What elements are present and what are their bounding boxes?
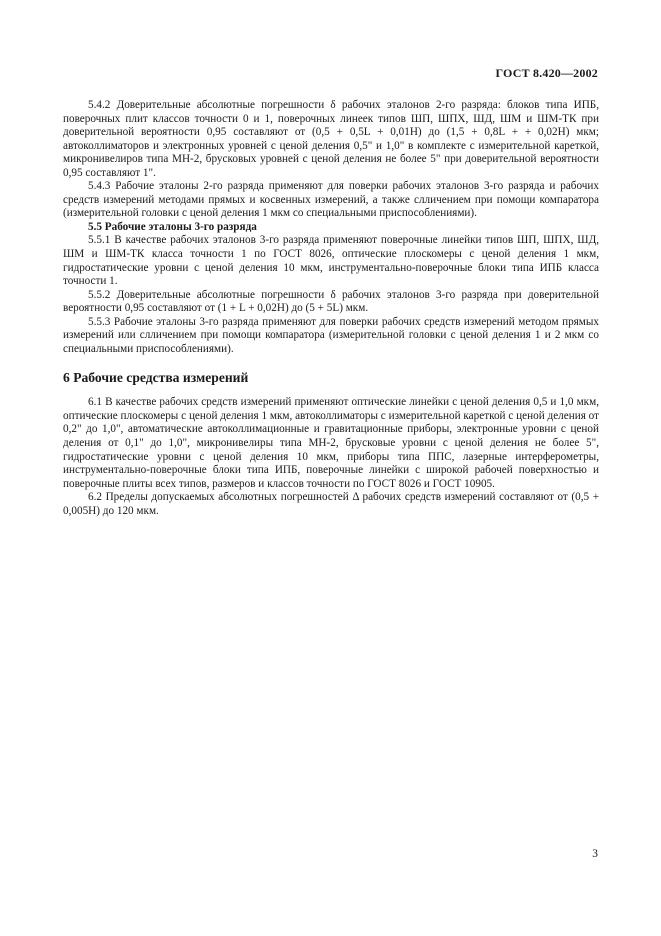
paragraph-5-4-3: 5.4.3 Рабочие эталоны 2-го разряда применяют для поверки рабочих эталонов 3-го разряда и рабочих средств измерений методами прямых и косвенных измерений, а также слличением при помощи компаратора (измерительной головки с ценой деления 1 мкм со специальными приспособлениями).	[63, 180, 599, 220]
document-header: ГОСТ 8.420—2002	[495, 66, 598, 80]
paragraph-5-5-1: 5.5.1 В качестве рабочих эталонов 3-го разряда применяют поверочные линейки типов ШП, ШПХ, ШД, ШМ и ШМ-ТК класса точности 1 по ГОСТ 8026, оптические плоскомеры с ценой деления 1 мкм, гидростатические уровни с ценой деления 10 мкм, инструментально-поверочные блоки типа ИПБ класса точности 1.	[63, 234, 599, 288]
paragraph-6-1: 6.1 В качестве рабочих средств измерений применяют оптические линейки с ценой деления 0,5 и 1,0 мкм, оптические плоскомеры с ценой деления 1 мкм, автоколлиматоры с измерительной кареткой с ценой деления от 0,2" до 1,0", автоматические автоколлимационные и гравитационные приборы, электронные уровни с ценой деления от 0,1" до 1,0", микронивелиры типа МН-2, брусковые уровни с ценой деления не более 5", гидростатические уровни с ценой деления 10 мкм, приборы типа ППС, лазерные интерферометры, инструментально-поверочные блоки типа ИПБ, поверочные линейки с широкой рабочей поверхностью и поверочные плиты всех типов, размеров и классов точности по ГОСТ 8026 и ГОСТ 10905.	[63, 396, 599, 490]
section-title-6: 6 Рабочие средства измерений	[63, 370, 249, 386]
paragraph-5-4-2: 5.4.2 Доверительные абсолютные погрешности δ рабочих эталонов 2-го разряда: блоков типа ИПБ, поверочных плит классов точности 0 и 1, поверочных линеек типов ШП, ШПХ, ШД, ШМ и ШМ-ТК при доверительной вероятности 0,95 составляют от (0,5 + 0,5L + 0,01H) до (1,5 + 0,8L + + 0,02H) мкм; автоколлиматоров и электронных уровней с ценой деления 0,5" и 1,0" в комплекте с измерительной кареткой, микронивелиров типа МН-2, брусковых уровней с ценой деления не более 5" при доверительной вероятности 0,95 составляют 1".	[63, 99, 599, 179]
paragraph-5-5-3: 5.5.3 Рабочие эталоны 3-го разряда применяют для поверки рабочих средств измерений методом прямых измерений или слличением при помощи компаратора (измерительной головки с ценой деления 1 и 2 мкм со специальными приспособлениями).	[63, 315, 599, 355]
page-number: 3	[592, 848, 598, 860]
paragraph-6-2: 6.2 Пределы допускаемых абсолютных погрешностей Δ рабочих средств измерений составляют от (0,5 + 0,005H) до 120 мкм.	[63, 491, 599, 517]
subsection-title-5-5: 5.5 Рабочие эталоны 3-го разряда	[88, 220, 257, 233]
paragraph-5-5-2: 5.5.2 Доверительные абсолютные погрешности δ рабочих эталонов 3-го разряда при доверительной вероятности 0,95 составляют от (1 + L + 0,02H) до (5 + 5L) мкм.	[63, 288, 599, 315]
document-body	[63, 99, 599, 518]
